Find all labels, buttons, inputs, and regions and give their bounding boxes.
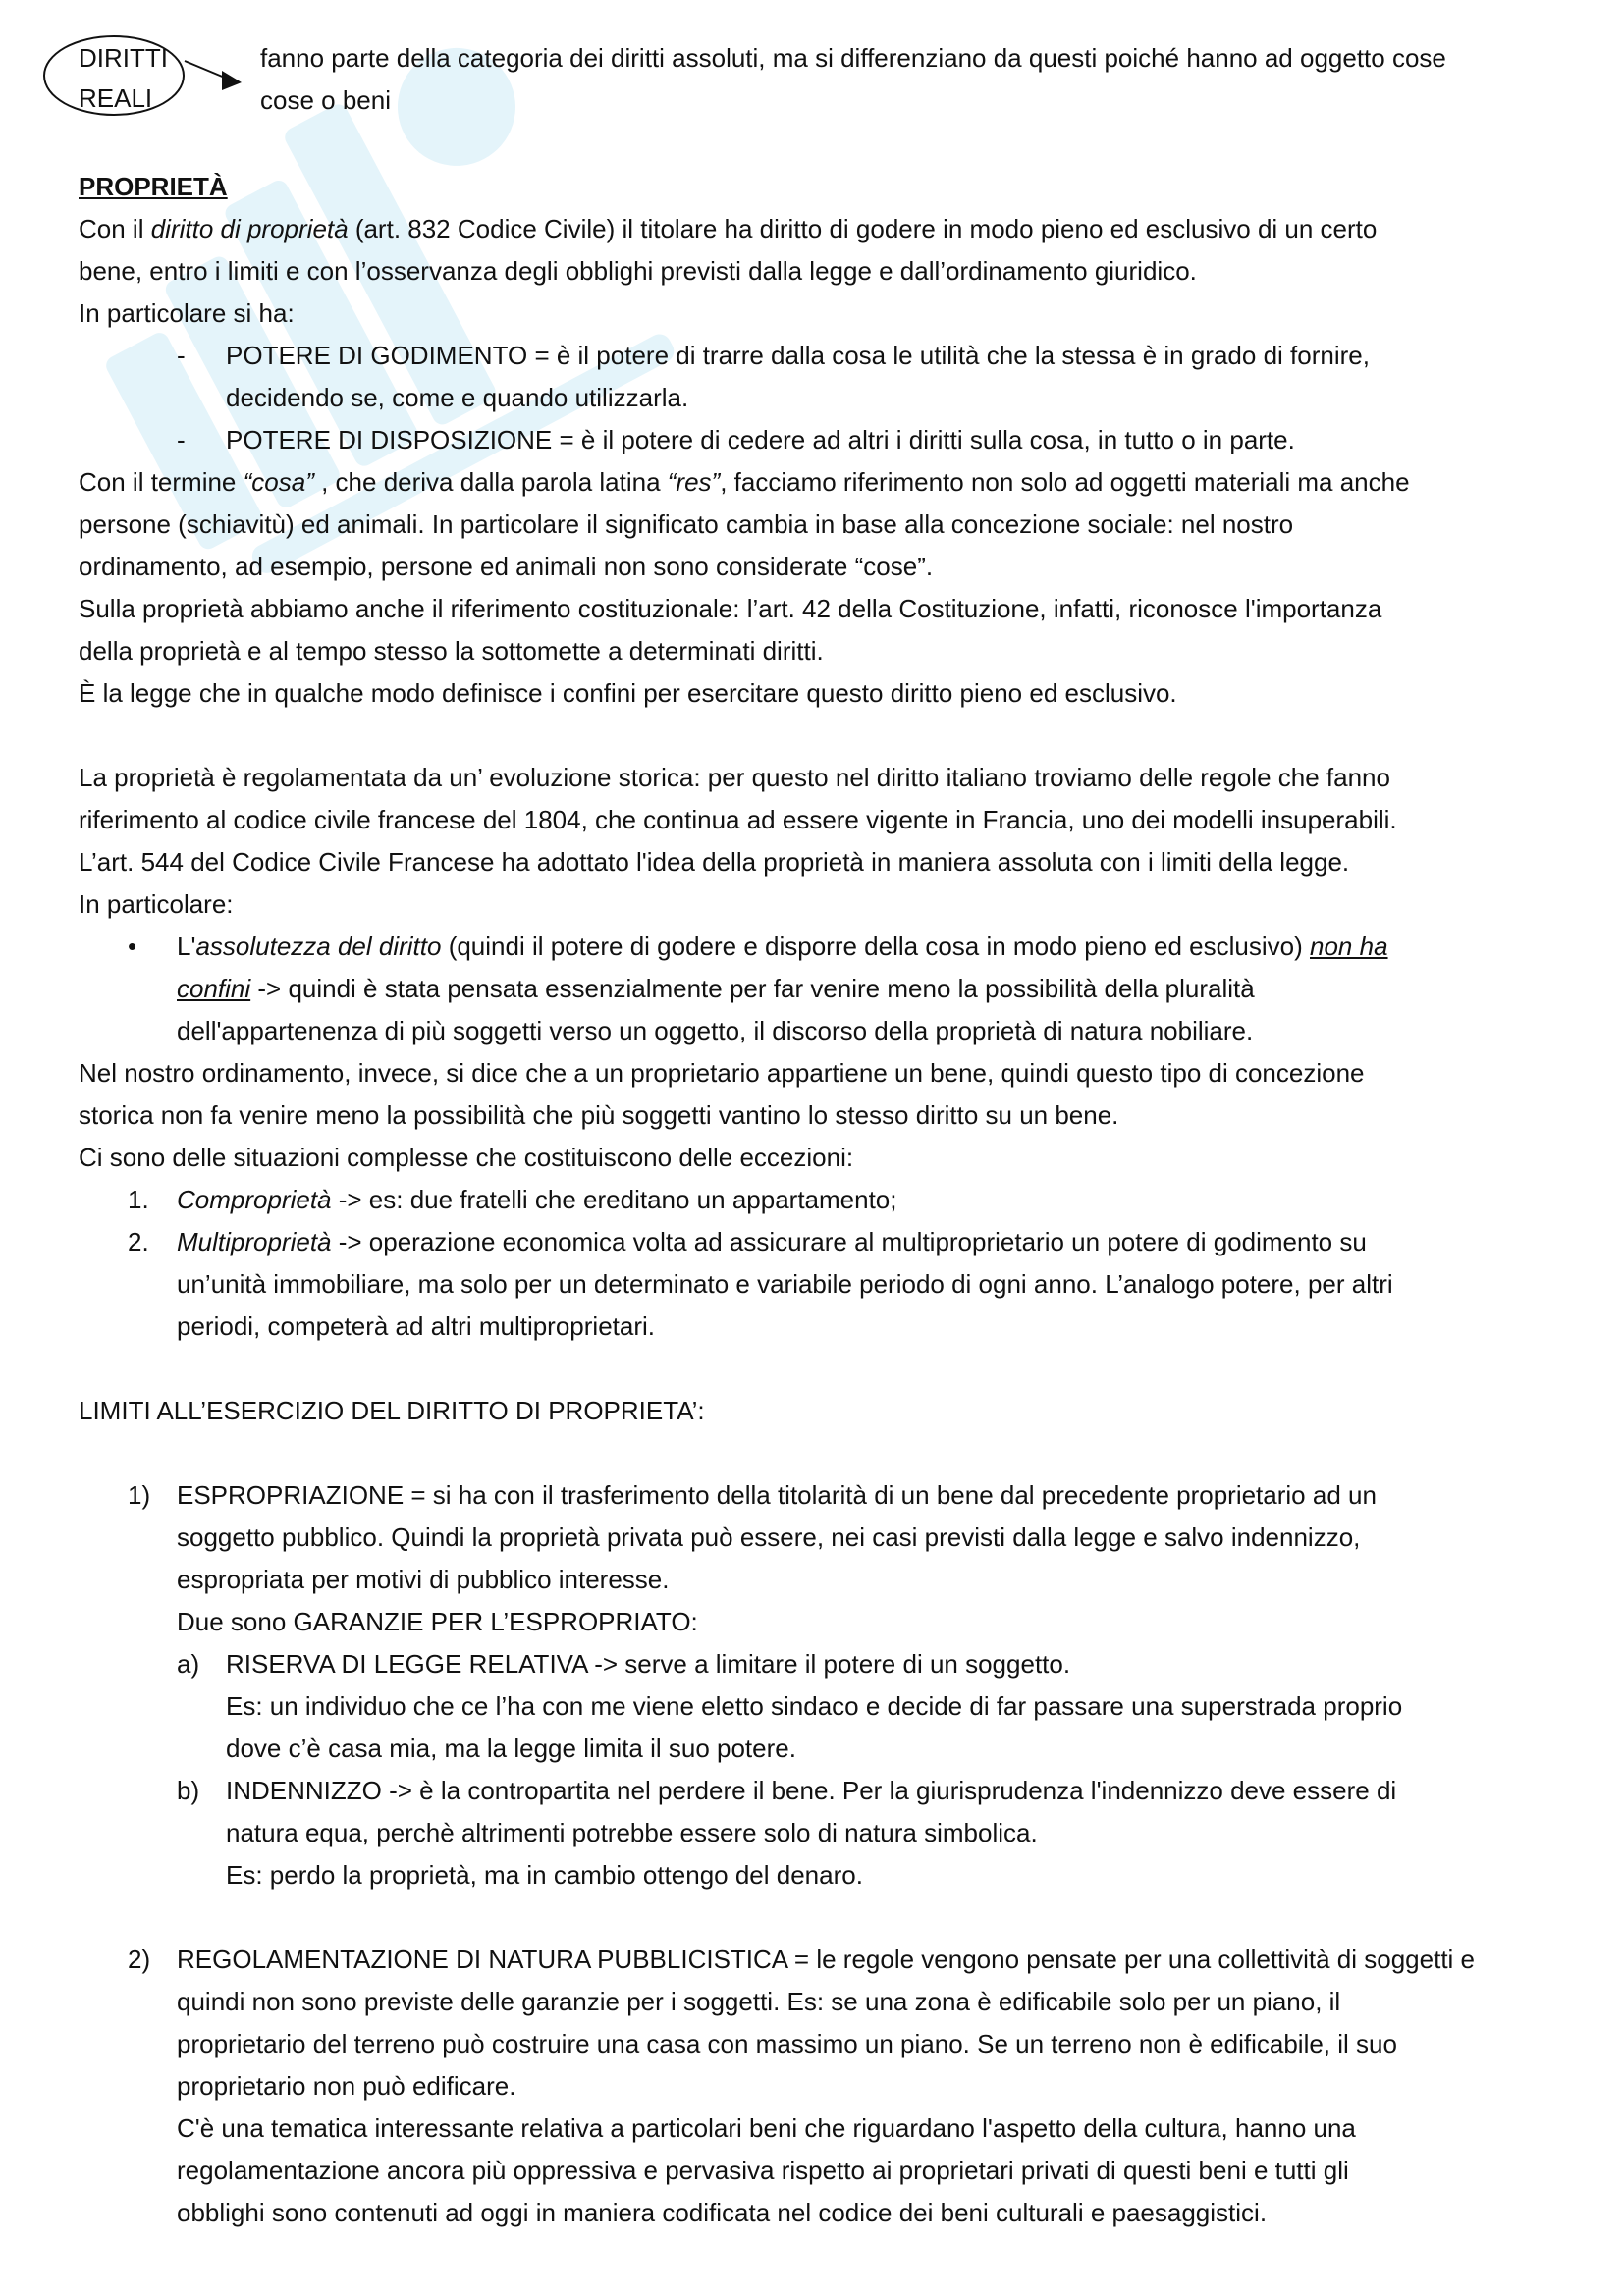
numbered-item: 2. Multiproprietà -> operazione economica volta ad assicurare al multiproprietario un potere di godimento su <box>128 1227 1367 1256</box>
text-line: In particolare: <box>79 889 234 919</box>
numbered-item-continuation: un’unità immobiliare, ma solo per un determinato e variabile periodo di ogni anno. L’analogo potere, per altri <box>177 1269 1393 1299</box>
oval-label-line1: DIRITTI <box>79 43 168 73</box>
sub-item-continuation: natura equa, perchè altrimenti potrebbe essere solo di natura simbolica. <box>226 1818 1038 1847</box>
header-description: fanno parte della categoria dei diritti assoluti, ma si differenziano da questi poiché hanno ad oggetto cose cose o beni <box>260 43 1446 115</box>
list-item: - POTERE DI GODIMENTO = è il potere di trarre dalla cosa le utilità che la stessa è in grado di fornire, <box>177 341 1370 370</box>
oval-label-line2: REALI <box>79 83 153 113</box>
sub-item: a) RISERVA DI LEGGE RELATIVA -> serve a limitare il potere di un soggetto. <box>177 1649 1071 1679</box>
text-line: ordinamento, ad esempio, persone ed animali non sono considerate “cose”. <box>79 552 934 581</box>
list-item: - POTERE DI DISPOSIZIONE = è il potere di cedere ad altri i diritti sulla cosa, in tutto o in parte. <box>177 425 1295 454</box>
bullet-item: • L'assolutezza del diritto (quindi il potere di godere e disporre della cosa in modo pieno ed esclusivo) non ha <box>128 932 1388 961</box>
section-limiti <box>79 1390 1561 2234</box>
text-line: della proprietà e al tempo stesso la sottomette a determinati diritti. <box>79 636 824 666</box>
arrow-right-icon <box>183 59 251 98</box>
numbered-item-continuation: regolamentazione ancora più oppressiva e pervasiva rispetto ai proprietari privati di questi beni e tutti gli <box>177 2156 1349 2185</box>
numbered-item-continuation: Due sono GARANZIE PER L’ESPROPRIATO: <box>177 1607 698 1636</box>
numbered-item-continuation: proprietario del terreno può costruire una casa con massimo un piano. Se un terreno non è edificabile, il suo <box>177 2029 1397 2058</box>
bullet-continuation: dell'appartenenza di più soggetti verso un oggetto, il discorso della proprietà di natura nobiliare. <box>177 1016 1254 1045</box>
text-line: Sulla proprietà abbiamo anche il riferimento costituzionale: l’art. 42 della Costituzione, infatti, riconosce l'importanza <box>79 594 1382 623</box>
section-proprieta <box>79 166 1561 715</box>
text-line: La proprietà è regolamentata da un’ evoluzione storica: per questo nel diritto italiano troviamo delle regole che fanno <box>79 763 1390 792</box>
numbered-item-continuation: periodi, competerà ad altri multiproprietari. <box>177 1311 655 1341</box>
list-item-continuation: decidendo se, come e quando utilizzarla. <box>226 383 689 412</box>
sub-item: b) INDENNIZZO -> è la contropartita nel perdere il bene. Per la giurisprudenza l'indennizzo deve essere di <box>177 1776 1397 1805</box>
text-line: persone (schiavitù) ed animali. In particolare il significato cambia in base alla concezione sociale: nel nostro <box>79 509 1294 539</box>
numbered-item: 2) REGOLAMENTAZIONE DI NATURA PUBBLICISTICA = le regole vengono pensate per una collettività di soggetti e <box>128 1945 1476 1974</box>
text-line: È la legge che in qualche modo definisce i confini per esercitare questo diritto pieno ed esclusivo. <box>79 678 1177 708</box>
sub-item-continuation: dove c’è casa mia, ma la legge limita il suo potere. <box>226 1734 796 1763</box>
numbered-item-continuation: soggetto pubblico. Quindi la proprietà privata può essere, nei casi previsti dalla legge e salvo indennizzo, <box>177 1522 1361 1552</box>
text-line: L’art. 544 del Codice Civile Francese ha adottato l'idea della proprietà in maniera assoluta con i limiti della legge. <box>79 847 1350 877</box>
text-line: Ci sono delle situazioni complesse che costituiscono delle eccezioni: <box>79 1143 854 1172</box>
text-line: Con il termine “cosa” , che deriva dalla parola latina “res”, facciamo riferimento non solo ad oggetti materiali ma anche <box>79 467 1410 497</box>
section-evoluzione-storica <box>79 757 1561 1348</box>
numbered-item-continuation: C'è una tematica interessante relativa a particolari beni che riguardano l'aspetto della cultura, hanno una <box>177 2113 1356 2143</box>
text-line: Nel nostro ordinamento, invece, si dice che a un proprietario appartiene un bene, quindi questo tipo di concezione <box>79 1058 1365 1088</box>
numbered-item: 1) ESPROPRIAZIONE = si ha con il trasferimento della titolarità di un bene dal precedente proprietario ad un <box>128 1480 1377 1510</box>
numbered-item-continuation: proprietario non può edificare. <box>177 2071 516 2101</box>
section-heading: PROPRIETÀ <box>79 172 228 201</box>
text-line: bene, entro i limiti e con l’osservanza degli obblighi previsti dalla legge e dall’ordinamento giuridico. <box>79 256 1197 286</box>
diritti-reali-header <box>79 35 1561 124</box>
numbered-item: 1. Comproprietà -> es: due fratelli che ereditano un appartamento; <box>128 1185 897 1214</box>
text-line: In particolare si ha: <box>79 298 295 328</box>
section-heading: LIMITI ALL’ESERCIZIO DEL DIRITTO DI PROPRIETA’: <box>79 1396 705 1425</box>
numbered-item-continuation: espropriata per motivi di pubblico interesse. <box>177 1565 670 1594</box>
sub-item-continuation: Es: perdo la proprietà, ma in cambio ottengo del denaro. <box>226 1860 863 1890</box>
text-line: riferimento al codice civile francese del 1804, che continua ad essere vigente in Francia, uno dei modelli insuperabili. <box>79 805 1397 834</box>
numbered-item-continuation: quindi non sono previste delle garanzie per i soggetti. Es: se una zona è edificabile solo per un piano, il <box>177 1987 1341 2016</box>
bullet-continuation: confini -> quindi è stata pensata essenzialmente per far venire meno la possibilità della pluralità <box>177 974 1255 1003</box>
text-line: storica non fa venire meno la possibilità che più soggetti vantino lo stesso diritto su un bene. <box>79 1100 1119 1130</box>
text-line: Con il diritto di proprietà (art. 832 Codice Civile) il titolare ha diritto di godere in modo pieno ed esclusivo di un certo <box>79 214 1378 243</box>
sub-item-continuation: Es: un individuo che ce l’ha con me viene eletto sindaco e decide di far passare una superstrada proprio <box>226 1691 1403 1721</box>
document-page <box>79 35 1561 2234</box>
numbered-item-continuation: obblighi sono contenuti ad oggi in maniera codificata nel codice dei beni culturali e paesaggistici. <box>177 2198 1268 2227</box>
